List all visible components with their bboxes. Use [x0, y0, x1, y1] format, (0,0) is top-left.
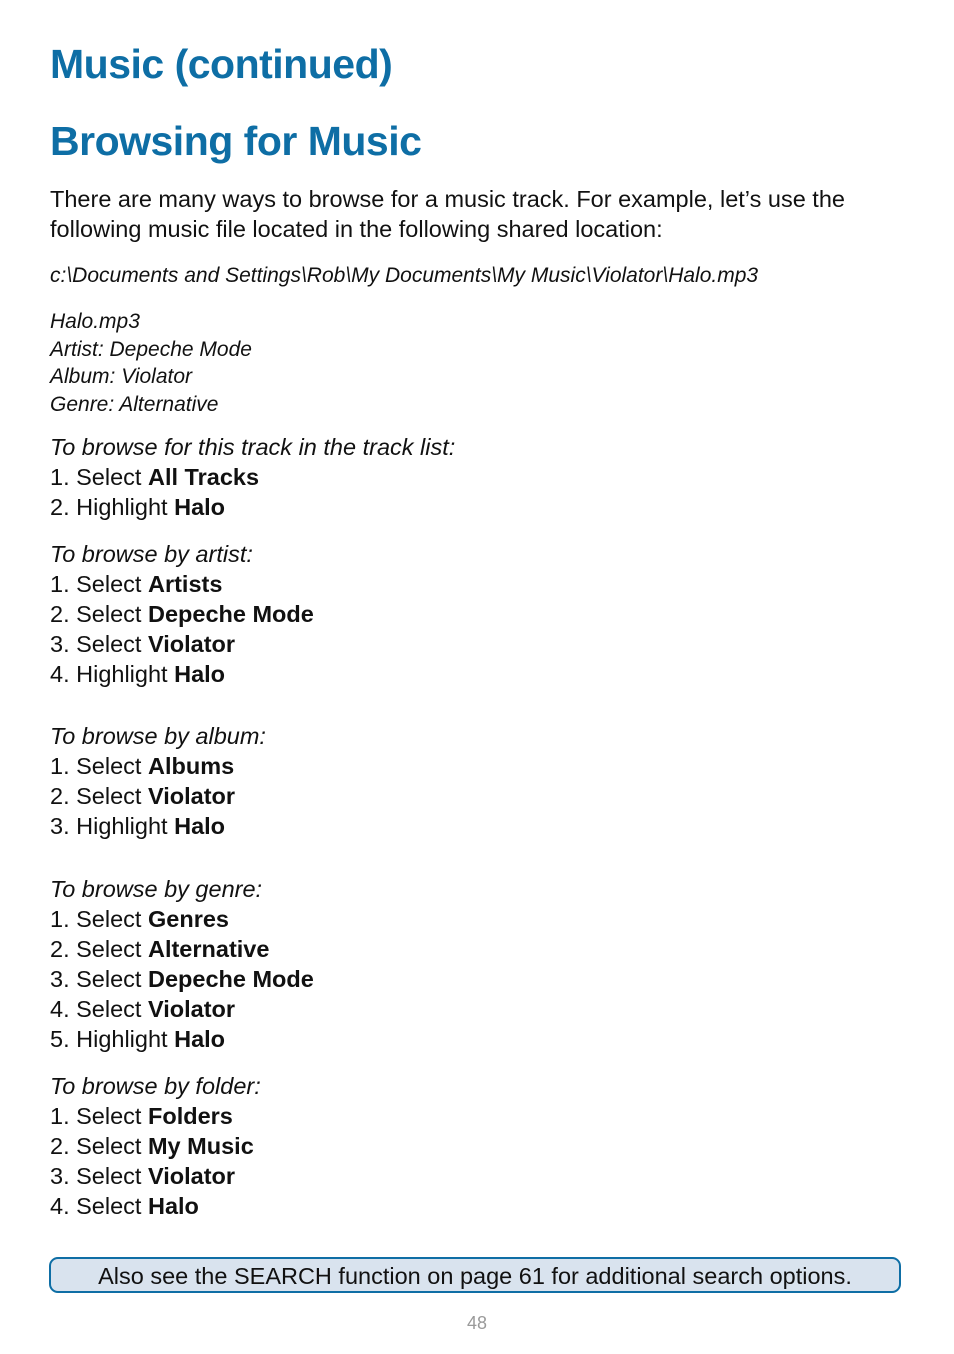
step-list	[50, 751, 266, 841]
step-item: 3. Select Depeche Mode	[50, 966, 314, 992]
step-item: 3. Highlight Halo	[50, 813, 226, 839]
track-genre: Genre: Alternative	[50, 392, 219, 416]
section-heading: To browse by folder:	[50, 1073, 261, 1099]
step-item: 4. Highlight Halo	[50, 661, 226, 687]
step-item: 3. Select Violator	[50, 1163, 236, 1189]
track-info	[50, 308, 252, 418]
step-item: 1. Select Folders	[50, 1103, 233, 1129]
step-list	[50, 569, 314, 689]
step-item: 1. Select Artists	[50, 571, 223, 597]
section-heading: To browse by album:	[50, 723, 266, 749]
track-album: Album: Violator	[50, 365, 193, 388]
step-item: 1. Select Genres	[50, 906, 229, 932]
step-item: 1. Select Albums	[50, 753, 235, 779]
page-title: Browsing for Music	[50, 118, 422, 164]
step-list	[50, 462, 455, 522]
file-path: c:\Documents and Settings\Rob\My Documents\My Music\Violator\Halo.mp3	[50, 264, 759, 287]
section-heading: To browse by artist:	[50, 541, 253, 567]
section-album	[50, 721, 266, 841]
step-item: 5. Highlight Halo	[50, 1026, 226, 1052]
section-heading: To browse by genre:	[50, 876, 263, 902]
track-file: Halo.mp3	[50, 310, 140, 333]
page-number: 48	[466, 1313, 488, 1333]
step-item: 4. Select Halo	[50, 1193, 199, 1219]
section-folder	[50, 1071, 261, 1221]
step-item: 2. Highlight Halo	[50, 494, 226, 520]
step-list	[50, 904, 314, 1054]
track-artist: Artist: Depeche Mode	[50, 337, 252, 361]
section-genre	[50, 874, 314, 1054]
step-list	[50, 1101, 261, 1221]
step-item: 4. Select Violator	[50, 996, 236, 1022]
section-continued-title: Music (continued)	[50, 41, 393, 87]
section-heading: To browse for this track in the track list:	[50, 434, 456, 460]
step-item: 2. Select Violator	[50, 783, 236, 809]
search-note-box: Also see the SEARCH function on page 61 for additional search options.	[49, 1257, 901, 1293]
step-item: 2. Select Alternative	[50, 936, 270, 962]
section-artist	[50, 539, 314, 689]
section-track-list	[50, 432, 455, 522]
step-item: 3. Select Violator	[50, 631, 236, 657]
intro-paragraph: There are many ways to browse for a music track. For example, let’s use the following music file located in the following shared location:	[50, 186, 845, 242]
step-item: 2. Select My Music	[50, 1133, 254, 1159]
step-item: 1. Select All Tracks	[50, 464, 260, 490]
step-item: 2. Select Depeche Mode	[50, 601, 314, 627]
